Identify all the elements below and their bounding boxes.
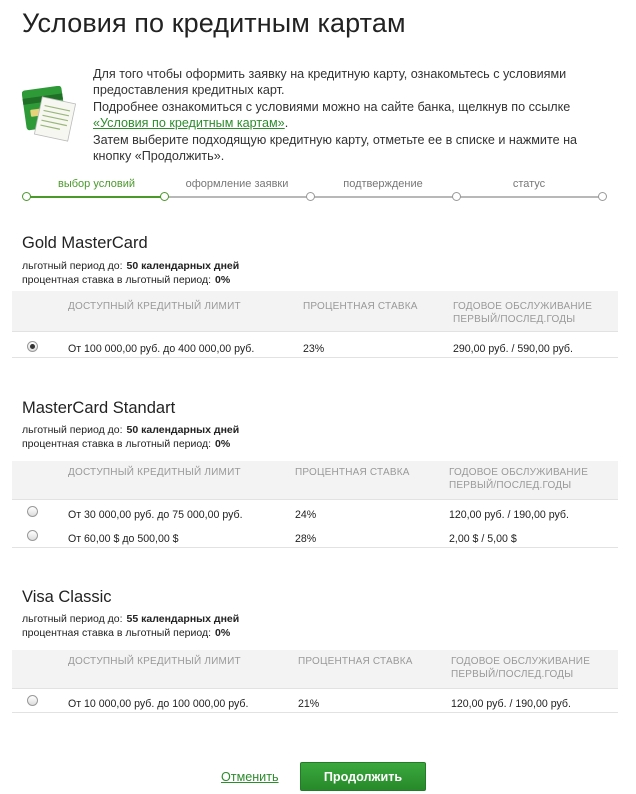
header-rate: ПРОЦЕНТНАЯ СТАВКА <box>298 656 413 667</box>
row-divider <box>12 357 618 358</box>
header-rate: ПРОЦЕНТНАЯ СТАВКА <box>303 301 418 312</box>
card-radio[interactable] <box>27 506 38 517</box>
grace-rate <box>22 438 230 450</box>
card-section-standart <box>0 399 636 549</box>
step-track <box>167 196 602 198</box>
grace-rate-value: 0% <box>215 274 231 286</box>
grace-rate-value: 0% <box>215 627 231 639</box>
header-service-line1: ГОДОВОЕ ОБСЛУЖИВАНИЕ <box>453 301 593 312</box>
intro-text <box>93 66 613 164</box>
grace-rate <box>22 627 230 639</box>
credit-card-document-icon <box>22 86 82 142</box>
row-divider <box>12 547 618 548</box>
header-service-line2: ПЕРВЫЙ/ПОСЛЕД.ГОДЫ <box>449 480 572 491</box>
grace-period-value: 55 календарных дней <box>126 613 240 625</box>
header-service <box>451 655 590 681</box>
row-limit: От 10 000,00 руб. до 100 000,00 руб. <box>68 698 249 710</box>
row-rate: 28% <box>295 533 317 545</box>
header-service-line1: ГОДОВОЕ ОБСЛУЖИВАНИЕ <box>451 656 591 667</box>
row-service: 120,00 руб. / 190,00 руб. <box>451 698 571 710</box>
cancel-link[interactable]: Отменить <box>221 770 279 784</box>
table-row[interactable] <box>12 503 618 527</box>
step-dot-confirmation <box>452 192 461 201</box>
header-service <box>453 300 592 326</box>
grace-rate-label: процентная ставка в льготный период: <box>22 627 212 639</box>
credit-conditions-link[interactable]: «Условия по кредитным картам» <box>93 116 285 131</box>
card-section-visa <box>0 588 636 718</box>
intro-line-1: Для того чтобы оформить заявку на кредитную карту, ознакомьтесь с условиями предоставления кредитных карт. <box>93 67 567 98</box>
card-title: MasterCard Standart <box>22 399 176 417</box>
card-radio[interactable] <box>27 695 38 706</box>
grace-rate <box>22 274 230 286</box>
continue-button[interactable]: Продолжить <box>300 762 426 791</box>
grace-period-value: 50 календарных дней <box>126 260 240 272</box>
step-track-active <box>26 196 167 198</box>
grace-period <box>22 260 239 272</box>
step-label-application: оформление заявки <box>185 178 289 190</box>
grace-rate-label: процентная ставка в льготный период: <box>22 274 212 286</box>
card-radio[interactable] <box>27 341 38 352</box>
card-radio[interactable] <box>27 530 38 541</box>
page-title: Условия по кредитным картам <box>22 8 406 38</box>
intro-link-line <box>93 115 613 131</box>
step-dot-start <box>22 192 31 201</box>
row-rate: 23% <box>303 343 325 355</box>
step-dot-status <box>598 192 607 201</box>
step-label-confirmation: подтверждение <box>343 178 423 190</box>
row-limit: От 60,00 $ до 500,00 $ <box>68 533 179 545</box>
grace-period-label: льготный период до: <box>22 613 123 625</box>
grace-period-label: льготный период до: <box>22 260 123 272</box>
grace-period-value: 50 календарных дней <box>126 424 240 436</box>
card-section-gold <box>0 234 636 364</box>
row-rate: 21% <box>298 698 320 710</box>
grace-period-label: льготный период до: <box>22 424 123 436</box>
header-limit: ДОСТУПНЫЙ КРЕДИТНЫЙ ЛИМИТ <box>68 656 241 667</box>
header-limit: ДОСТУПНЫЙ КРЕДИТНЫЙ ЛИМИТ <box>68 467 241 478</box>
header-rate: ПРОЦЕНТНАЯ СТАВКА <box>295 467 410 478</box>
row-service: 2,00 $ / 5,00 $ <box>449 533 517 545</box>
step-label-conditions: выбор условий <box>57 178 135 190</box>
card-title: Gold MasterCard <box>22 234 148 252</box>
row-service: 290,00 руб. / 590,00 руб. <box>453 343 573 355</box>
header-limit: ДОСТУПНЫЙ КРЕДИТНЫЙ ЛИМИТ <box>68 301 241 312</box>
row-divider <box>12 712 618 713</box>
step-dot-conditions <box>160 192 169 201</box>
progress-steps <box>22 174 606 204</box>
grace-period <box>22 424 239 436</box>
row-service: 120,00 руб. / 190,00 руб. <box>449 509 569 521</box>
step-dot-application <box>306 192 315 201</box>
table-header <box>12 650 618 689</box>
table-header <box>12 461 618 500</box>
header-service-line1: ГОДОВОЕ ОБСЛУЖИВАНИЕ <box>449 467 589 478</box>
table-header <box>12 291 618 332</box>
header-service <box>449 466 588 492</box>
row-rate: 24% <box>295 509 317 521</box>
card-title: Visa Classic <box>22 588 112 606</box>
intro-link-after: . <box>284 116 289 131</box>
grace-rate-value: 0% <box>215 438 231 450</box>
row-limit: От 100 000,00 руб. до 400 000,00 руб. <box>68 343 255 355</box>
intro-line-2: Подробнее ознакомиться с условиями можно на сайте банка, щелкнув по ссылке <box>93 99 571 114</box>
row-limit: От 30 000,00 руб. до 75 000,00 руб. <box>68 509 243 521</box>
step-label-status: статус <box>512 178 546 190</box>
grace-rate-label: процентная ставка в льготный период: <box>22 438 212 450</box>
header-service-line2: ПЕРВЫЙ/ПОСЛЕД.ГОДЫ <box>451 669 574 680</box>
grace-period <box>22 613 239 625</box>
header-service-line2: ПЕРВЫЙ/ПОСЛЕД.ГОДЫ <box>453 314 576 325</box>
intro-line-3: Затем выберите подходящую кредитную карту, отметьте ее в списке и нажмите на кнопку «Продолжить». <box>93 132 578 164</box>
